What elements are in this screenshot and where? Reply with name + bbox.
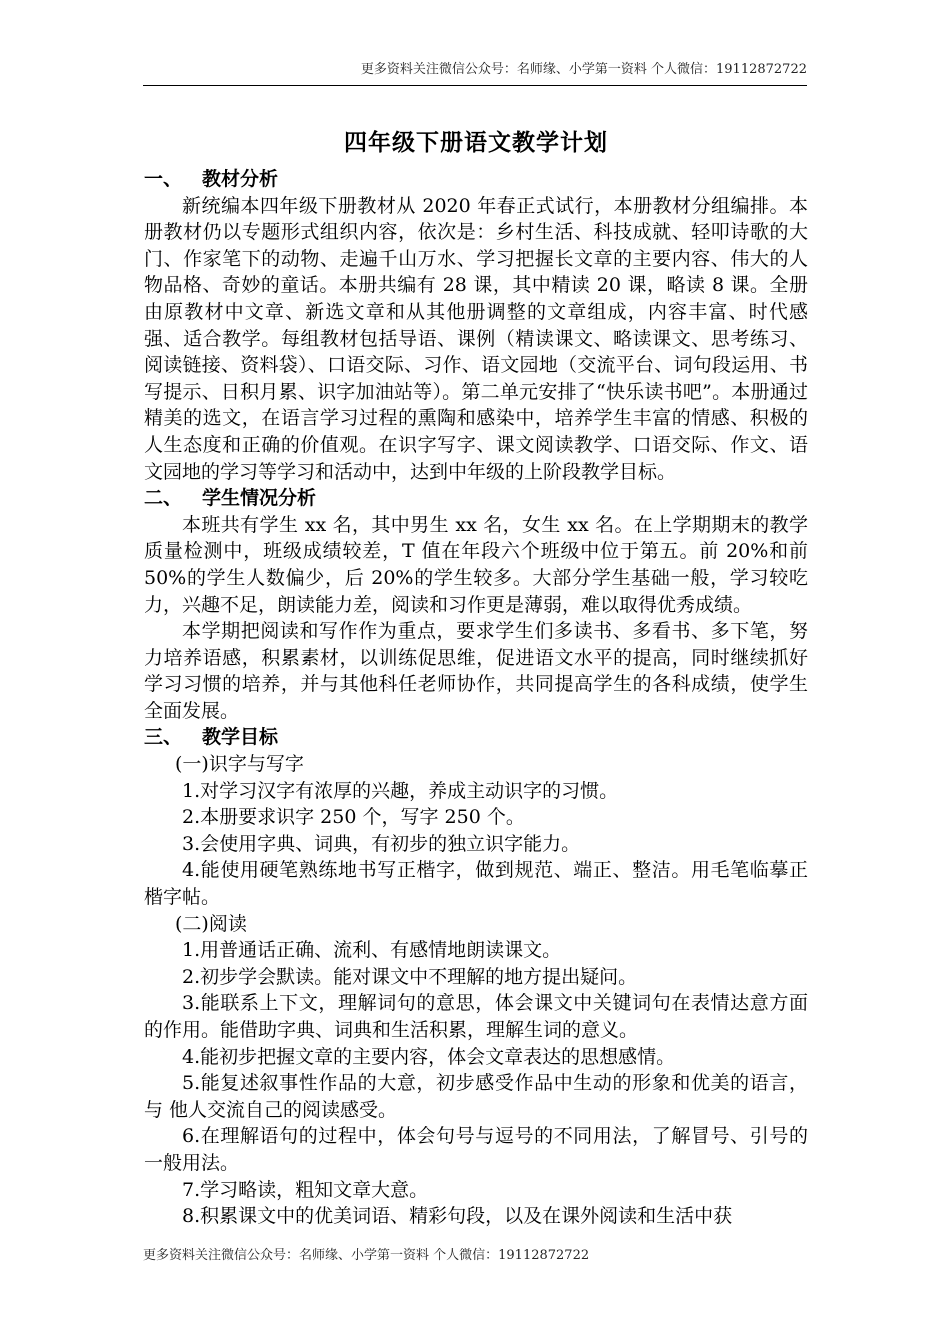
list-item: 3.会使用字典、词典，有初步的独立识字能力。 — [182, 832, 581, 855]
section-title: 教材分析 — [202, 168, 279, 190]
section-heading-2 — [144, 485, 808, 512]
paragraph: 本班共有学生 xx 名，其中男生 xx 名，女生 xx 名。在上学期期末的教学质量检测中，班级成绩较差，T 值在年段六个班级中位于第五。前 20%和前 50%的学生人数偏少，后 20%的学生较多。大部分学生基础一般，学习较吃力，兴趣不足，朗读能力差，阅读和习作更是薄弱，难以取得优秀成绩。 — [144, 513, 808, 616]
document-body — [144, 128, 808, 1230]
list-item: 5.能复述叙事性作品的大意，初步感受作品中生动的形象和优美的语言，与 他人交流自己的阅读感受。 — [144, 1072, 808, 1121]
section-heading-3 — [144, 724, 808, 751]
page-footer: 更多资料关注微信公众号：名师缘、小学第一资料 个人微信：19112872722 — [143, 1248, 590, 1263]
subsection-title: (一)识字与写字 — [175, 753, 304, 776]
section-heading-1 — [144, 166, 808, 193]
section-number: 一、 — [144, 168, 183, 190]
paragraph: 新统编本四年级下册教材从 2020 年春正式试行，本册教材分组编排。本册教材仍以专题形式组织内容，依次是：乡村生活、科技成就、轻叩诗歌的大门、作家笔下的动物、走遍千山万水、学习把握长文章的主要内容、伟大的人物品格、奇妙的童话。本册共编有 28 课，其中精读 20 课，略读 8 课。全册由原教材中文章、新选文章和从其他册调整的文章组成，内容丰富、时代感强、适合教学。每组教材包括导语、课例（精读课文、略读课文、思考练习、阅读链接、资料袋）、口语交际、习作、语文园地（交流平台、词句段运用、书写提示、日积月累、识字加油站等）。第二单元安排了“快乐读书吧”。本册通过精美的选文，在语言学习过程的熏陶和感染中，培养学生丰富的情感、积极的人生态度和正确的价值观。在识字写字、课文阅读教学、口语交际、作文、语文园地的学习等学习和活动中，达到中年级的上阶段教学目标。 — [144, 194, 808, 483]
list-item: 7.学习略读，粗知文章大意。 — [182, 1178, 429, 1201]
list-item: 1.用普通话正确、流利、有感情地朗读课文。 — [182, 939, 562, 962]
section-title: 学生情况分析 — [202, 487, 317, 510]
section-number: 二、 — [144, 487, 183, 510]
list-item: 8.积累课文中的优美词语、精彩句段，以及在课外阅读和生活中获 — [182, 1205, 733, 1228]
section-title: 教学目标 — [202, 726, 279, 749]
section-number: 三、 — [144, 726, 183, 749]
list-item: 3.能联系上下文，理解词句的意思，体会课文中关键词句在表情达意方面的作用。能借助字典、词典和生活积累，理解生词的意义。 — [144, 992, 808, 1041]
list-item: 1.对学习汉字有浓厚的兴趣，养成主动识字的习惯。 — [182, 779, 619, 802]
list-item: 4.能初步把握文章的主要内容，体会文章表达的思想感情。 — [182, 1045, 676, 1068]
document-title: 四年级下册语文教学计划 — [344, 129, 608, 156]
list-item: 4.能使用硬笔熟练地书写正楷字，做到规范、端正、整洁。用毛笔临摹正楷字帖。 — [144, 859, 808, 909]
list-item: 2.初步学会默读。能对课文中不理解的地方提出疑问。 — [182, 965, 638, 988]
list-item: 6.在理解语句的过程中，体会句号与逗号的不同用法，了解冒号、引号的一般用法。 — [144, 1125, 808, 1174]
paragraph: 本学期把阅读和写作作为重点，要求学生们多读书、多看书、多下笔，努力培养语感，积累素材，以训练促思维，促进语文水平的提高，同时继续抓好学习习惯的培养，并与其他科任老师协作，共同提高学生的各科成绩，使学生全面发展。 — [144, 620, 808, 722]
list-item: 2.本册要求识字 250 个，写字 250 个。 — [182, 806, 525, 829]
subsection-title: (二)阅读 — [175, 912, 247, 935]
page-header: 更多资料关注微信公众号：名师缘、小学第一资料 个人微信：19112872722 — [143, 62, 807, 86]
